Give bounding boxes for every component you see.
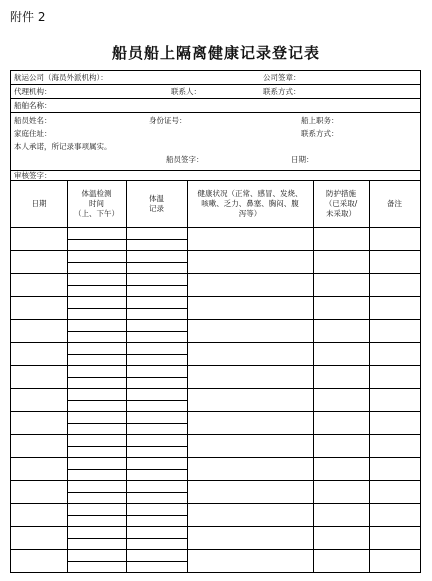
table-row-divider xyxy=(11,457,420,458)
table-row-divider xyxy=(11,365,420,366)
reviewer-sign-label: 审核签字： xyxy=(14,171,52,180)
contact-method-label: 联系方式： xyxy=(263,87,301,96)
column-header xyxy=(67,189,126,219)
column-header-line: 未采取） xyxy=(326,209,356,218)
ship-name-label: 船舶名称： xyxy=(14,101,52,110)
header-row-crew xyxy=(11,113,420,171)
date-label: 日期： xyxy=(291,155,314,164)
header-row-reviewer xyxy=(11,171,420,181)
header-row-agent xyxy=(11,85,420,99)
table-row-divider xyxy=(11,503,420,504)
table-subrow-divider xyxy=(67,400,187,401)
attachment-label: 附件 2 xyxy=(10,10,46,24)
table-subrow-divider xyxy=(67,492,187,493)
table-row-divider xyxy=(11,342,420,343)
table-subrow-divider xyxy=(67,561,187,562)
table-row-divider xyxy=(11,480,420,481)
company-sign-label: 公司签章： xyxy=(263,73,301,82)
column-header-line: （上、下午） xyxy=(74,209,119,218)
header-row-ship xyxy=(11,99,420,113)
column-header xyxy=(11,199,67,209)
table-subrow-divider xyxy=(67,331,187,332)
table-subrow-divider xyxy=(67,377,187,378)
crew-sign-label: 船员签字： xyxy=(166,155,204,164)
table-row-divider xyxy=(11,273,420,274)
id-number-label: 身份证号： xyxy=(149,116,187,125)
column-header xyxy=(369,199,420,209)
health-record-table xyxy=(11,181,420,572)
header-divider xyxy=(11,227,420,228)
column-header-line: 体温 xyxy=(149,194,164,203)
column-header-line: 备注 xyxy=(387,199,402,208)
table-subrow-divider xyxy=(67,538,187,539)
header-row-company xyxy=(11,71,420,85)
registration-form xyxy=(10,70,421,573)
agent-label: 代理机构： xyxy=(14,87,52,96)
column-divider xyxy=(187,181,188,572)
table-row-divider xyxy=(11,296,420,297)
column-header xyxy=(126,194,187,214)
table-subrow-divider xyxy=(67,446,187,447)
company-label: 航运公司（海员外派机构）： xyxy=(14,73,108,82)
column-header xyxy=(187,189,313,219)
table-subrow-divider xyxy=(67,423,187,424)
table-subrow-divider xyxy=(67,262,187,263)
column-header-line: 时间 xyxy=(89,199,104,208)
table-row-divider xyxy=(11,250,420,251)
table-row-divider xyxy=(11,549,420,550)
table-row-divider xyxy=(11,388,420,389)
table-row-divider xyxy=(11,411,420,412)
table-subrow-divider xyxy=(67,285,187,286)
page-title: 船员船上隔离健康记录登记表 xyxy=(111,44,320,62)
table-subrow-divider xyxy=(67,239,187,240)
column-header-line: 日期 xyxy=(31,199,47,208)
table-row-divider xyxy=(11,434,420,435)
contact-person-label: 联系人： xyxy=(171,87,201,96)
column-header-line: （已采取/ xyxy=(324,199,358,208)
table-subrow-divider xyxy=(67,354,187,355)
position-label: 船上职务： xyxy=(301,116,339,125)
pledge-text: 本人承诺，所记录事项属实。 xyxy=(14,142,112,151)
table-subrow-divider xyxy=(67,308,187,309)
table-row-divider xyxy=(11,526,420,527)
contact-method2-label: 联系方式： xyxy=(301,129,339,138)
address-label: 家庭住址： xyxy=(14,129,52,138)
column-header-line: 体温检测 xyxy=(81,189,112,198)
column-header-line: 记录 xyxy=(149,204,164,213)
column-header-line: 健康状况（正常、感冒、发烧、 xyxy=(197,189,303,198)
column-divider xyxy=(369,181,370,572)
table-row-divider xyxy=(11,319,420,320)
column-header xyxy=(313,189,369,219)
column-header-line: 防护措施 xyxy=(326,189,356,198)
crew-name-label: 船员姓名： xyxy=(14,116,52,125)
table-subrow-divider xyxy=(67,469,187,470)
column-divider xyxy=(313,181,314,572)
table-subrow-divider xyxy=(67,515,187,516)
column-header-line: 泻等） xyxy=(238,209,262,218)
column-header-line: 咳嗽、乏力、鼻塞、胸闷、腹 xyxy=(201,199,299,208)
